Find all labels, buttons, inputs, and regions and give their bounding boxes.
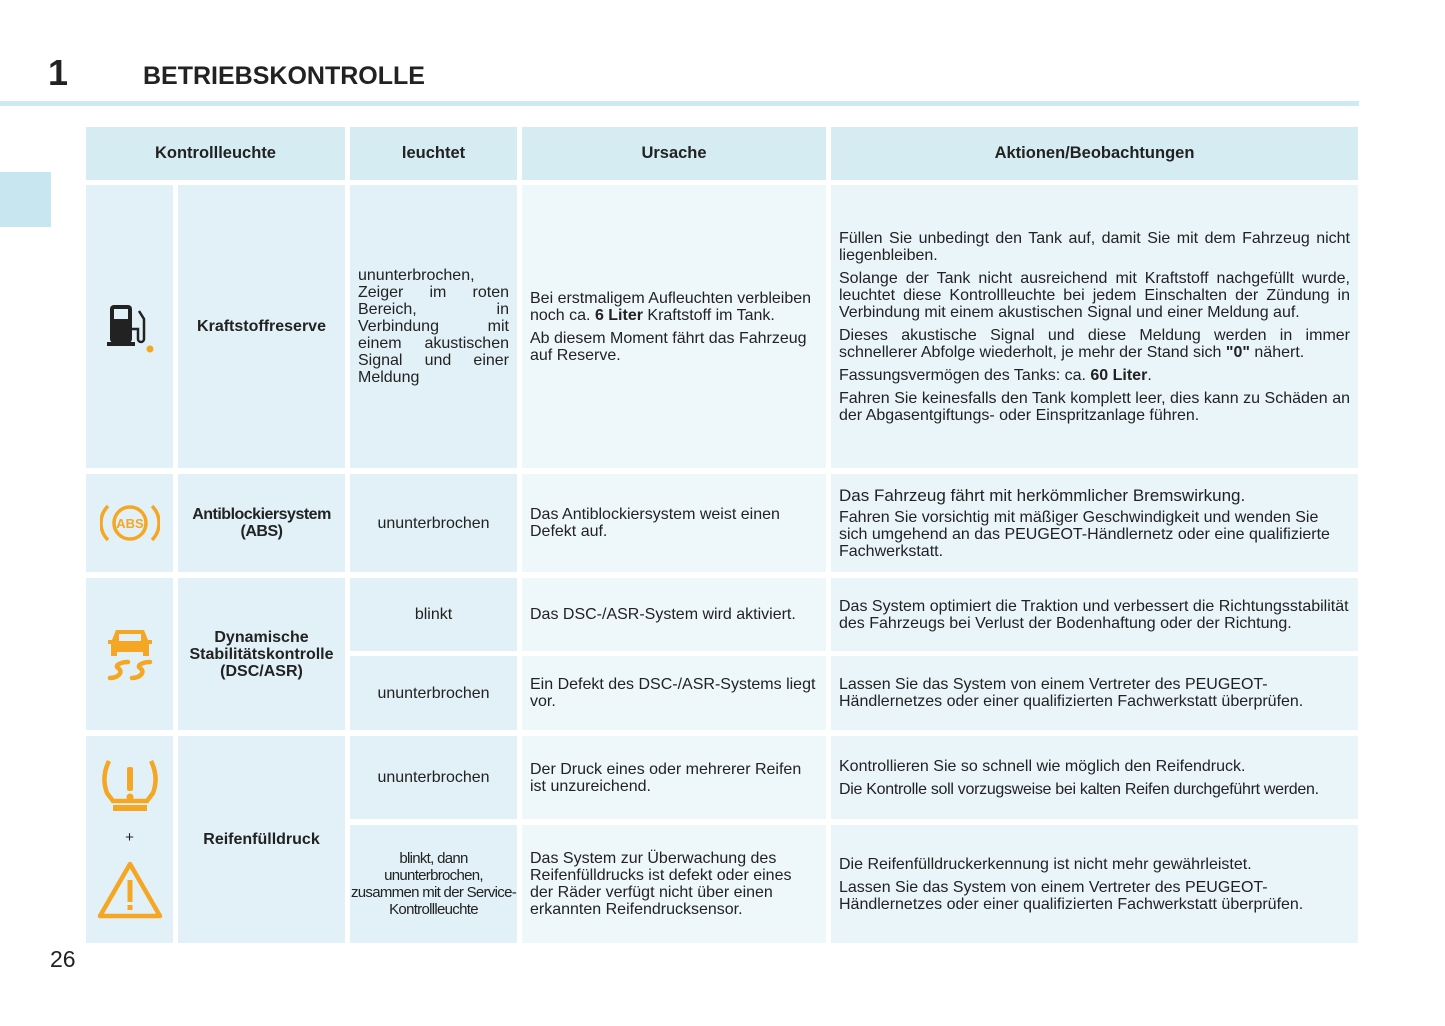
header-ursache: Ursache	[522, 127, 826, 180]
action-bold: 60 Liter	[1090, 366, 1148, 384]
page-number: 26	[50, 946, 76, 972]
action-text: Die Reifenfülldruckerkennung ist nicht mehr gewährleistet.	[839, 855, 1252, 873]
cause-text: Kraftstoff im Tank.	[642, 306, 775, 324]
fuel-state: ununterbrochen, Zeiger im roten Bereich, in Verbindung mit einem akustischen Signal und einer Meldung	[350, 185, 517, 468]
dsc-cause-2: Ein Defekt des DSC-/ASR-Systems liegt vor.	[522, 656, 826, 730]
action-text: Lassen Sie das System von einem Vertreter des PEUGEOT-Händlernetzes oder einer qualifizierten Fachwerkstatt überprüfen.	[839, 878, 1304, 913]
abs-cause: Das Antiblockiersystem weist einen Defekt auf.	[522, 474, 826, 572]
title-rule	[0, 101, 1359, 106]
action-text: Fahren Sie vorsichtig mit mäßiger Geschwindigkeit und wenden Sie sich umgehend an das PEUGEOT-Händlernetz oder eine qualifizierte Fachwerkstatt.	[839, 508, 1330, 560]
header-leuchtet: leuchtet	[350, 127, 517, 180]
plus-sign: +	[125, 829, 134, 846]
fuel-icon	[86, 185, 173, 468]
abs-state: ununterbrochen	[350, 474, 517, 572]
fuel-cause	[522, 185, 826, 468]
page-title: BETRIEBSKONTROLLE	[143, 62, 425, 90]
cause-bold: 6 Liter	[594, 306, 643, 324]
action-text: Fassungsvermögen des Tanks: ca.	[839, 366, 1091, 384]
tire-cause-1: Der Druck eines oder mehrerer Reifen ist unzureichend.	[522, 736, 826, 819]
tire-action-1	[831, 736, 1358, 819]
chapter-number: 1	[48, 52, 69, 93]
dsc-cause-1: Das DSC-/ASR-System wird aktiviert.	[522, 578, 826, 651]
action-text: .	[1147, 366, 1152, 384]
chapter-tab	[0, 172, 51, 227]
action-text: Das Fahrzeug fährt mit herkömmlicher Bremswirkung.	[839, 485, 1246, 505]
dsc-state-2: ununterbrochen	[350, 656, 517, 730]
tire-cause-2: Das System zur Überwachung des Reifenfülldrucks ist defekt oder eines der Räder verfügt nicht über einen erkannten Reifendrucksensor.	[522, 825, 826, 943]
dsc-action-1: Das System optimiert die Traktion und verbessert die Richtungsstabilität des Fahrzeugs bei Verlust der Bodenhaftung oder der Richtung.	[831, 578, 1358, 651]
abs-actions	[831, 474, 1358, 572]
dsc-skid-icon	[86, 578, 173, 730]
warning-triangle-icon	[96, 860, 164, 920]
tire-state-2: blinkt, dann ununterbrochen, zusammen mit der Service-Kontrollleuchte	[350, 825, 517, 943]
fuel-actions	[831, 185, 1358, 468]
cause-text: Bei erstmaligem Aufleuchten verbleiben noch ca.	[530, 289, 812, 324]
action-text: Dieses akustische Signal und diese Meldung werden in immer schnellerer Abfolge wiederholt, je mehr der Stand sich	[839, 326, 1350, 361]
action-text: Die Kontrolle soll vorzugsweise bei kalten Reifen durchgeführt werden.	[839, 780, 1319, 798]
header-kontrollleuchte: Kontrollleuchte	[86, 127, 345, 180]
dsc-state-1: blinkt	[350, 578, 517, 651]
header-aktionen: Aktionen/Beobachtungen	[831, 127, 1358, 180]
abs-icon-label: ABS	[115, 516, 144, 531]
cause-text-2: Ab diesem Moment fährt das Fahrzeug auf Reserve.	[530, 329, 807, 364]
tire-icons	[86, 736, 173, 943]
dsc-name: Dynamische Stabilitätskontrolle (DSC/ASR)	[178, 578, 345, 730]
action-text: Kontrollieren Sie so schnell wie möglich den Reifendruck.	[839, 757, 1246, 775]
abs-name: Antiblockiersystem (ABS)	[178, 474, 345, 572]
tire-action-2	[831, 825, 1358, 943]
action-text: Solange der Tank nicht ausreichend mit Kraftstoff nachgefüllt wurde, leuchtet diese Kontrollleuchte bei jedem Einschalten der Zündung in Verbindung mit einem akustischen Signal und einer Meldung auf.	[839, 269, 1350, 321]
tire-pressure-icon	[101, 759, 159, 815]
tire-state-1: ununterbrochen	[350, 736, 517, 819]
fuel-name: Kraftstoffreserve	[178, 185, 345, 468]
action-text: nähert.	[1249, 343, 1305, 361]
action-bold: "0"	[1225, 343, 1250, 361]
action-text: Fahren Sie keinesfalls den Tank komplett leer, dies kann zu Schäden an der Abgasentgiftungs- oder Einspritzanlage führen.	[839, 389, 1350, 424]
dsc-action-2: Lassen Sie das System von einem Vertreter des PEUGEOT-Händlernetzes oder einer qualifizierten Fachwerkstatt überprüfen.	[831, 656, 1358, 730]
action-text: Füllen Sie unbedingt den Tank auf, damit Sie mit dem Fahrzeug nicht liegenbleiben.	[839, 229, 1350, 264]
tire-name: Reifenfülldruck	[178, 736, 345, 943]
abs-icon	[86, 474, 173, 572]
